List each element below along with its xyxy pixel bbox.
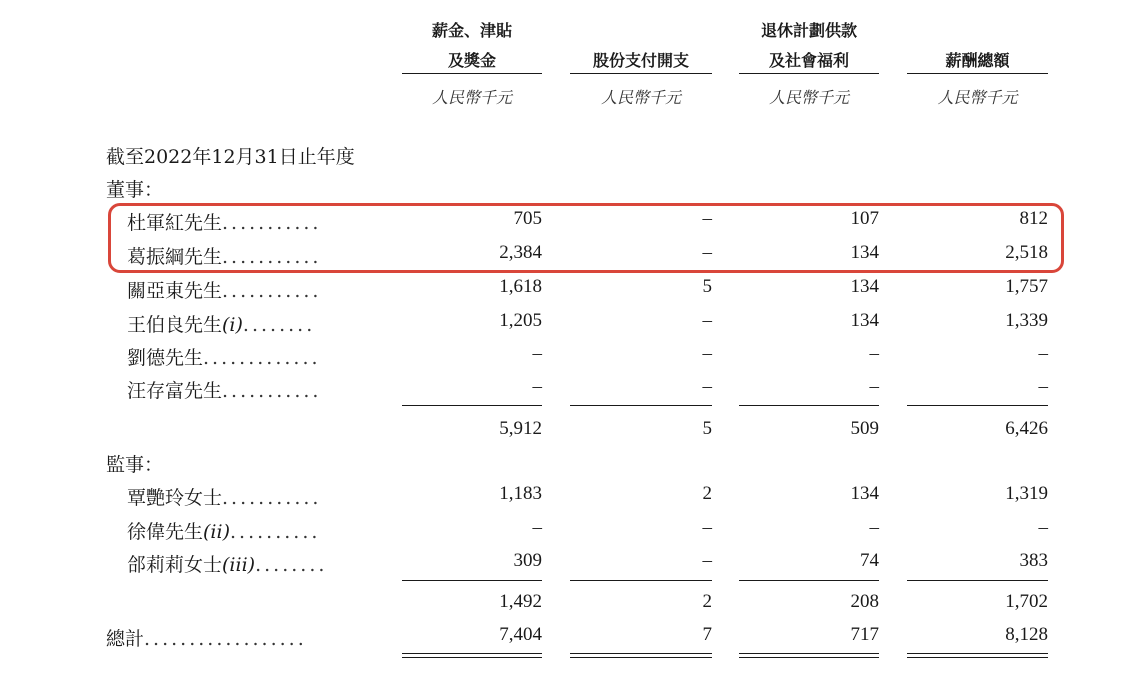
header-rule-2 — [570, 73, 712, 74]
cell-retirement: 134 — [850, 310, 879, 331]
col-header-total-remuneration-line2: 薪酬總額 — [945, 51, 1010, 70]
cell-share-payment: – — [702, 376, 712, 397]
col-header-total-remuneration — [907, 16, 1048, 76]
col-header-share-payment — [570, 16, 712, 76]
row-name: 葛振綱先生 — [127, 246, 223, 268]
row-label — [127, 483, 321, 510]
cell-salary: 705 — [513, 208, 542, 229]
cell-retirement: 208 — [850, 591, 879, 612]
dot-leaders: ........... — [222, 487, 322, 509]
col-header-retirement-line2: 及社會福利 — [768, 51, 849, 70]
cell-share-payment: 7 — [702, 624, 712, 645]
cell-salary: 1,492 — [499, 591, 542, 612]
cell-share-payment: 2 — [702, 483, 712, 504]
row-label — [127, 242, 321, 269]
cell-share-payment: 5 — [702, 418, 712, 439]
col-header-total-remuneration-line1 — [907, 16, 1048, 46]
row-name: 汪存富先生 — [127, 380, 223, 402]
note-marker: (iii) — [222, 554, 256, 576]
dot-leaders: ........... — [222, 212, 322, 234]
col-header-share-payment-line1 — [570, 16, 712, 46]
row-label — [127, 517, 320, 544]
header-rule-4 — [907, 73, 1048, 74]
total-double-rule — [402, 653, 542, 658]
cell-total: 1,757 — [1005, 276, 1048, 297]
total-double-rule — [570, 653, 712, 658]
subtotal-rule — [570, 405, 712, 406]
cell-salary: 2,384 — [499, 242, 542, 263]
unit-label-3: 人民幣千元 — [768, 88, 849, 107]
col-header-salary-line2: 及獎金 — [447, 51, 496, 70]
period-label: 截至2022年12月31日止年度 — [106, 146, 355, 168]
row-name: 關亞東先生 — [127, 280, 223, 302]
unit-label-1: 人民幣千元 — [431, 88, 512, 107]
subtotal-rule — [402, 405, 542, 406]
cell-retirement: 134 — [850, 276, 879, 297]
row-label — [127, 310, 315, 337]
row-label — [127, 550, 327, 577]
row-label — [127, 376, 321, 403]
row-name: 杜軍紅先生 — [127, 212, 223, 234]
cell-share-payment: – — [702, 343, 712, 364]
cell-salary: 5,912 — [499, 418, 542, 439]
dot-leaders: ........ — [242, 314, 316, 336]
cell-salary: 1,183 — [499, 483, 542, 504]
row-label — [127, 208, 321, 235]
header-rule-1 — [402, 73, 542, 74]
row-label — [127, 343, 321, 370]
cell-retirement: 74 — [860, 550, 879, 571]
unit-label-4: 人民幣千元 — [937, 88, 1018, 107]
cell-total: 812 — [1019, 208, 1048, 229]
cell-total: – — [1038, 376, 1048, 397]
cell-share-payment: – — [702, 517, 712, 538]
header-rule-3 — [739, 73, 879, 74]
col-header-salary-line1: 薪金、津貼 — [431, 21, 512, 40]
total-label — [106, 624, 307, 651]
subtotal-rule — [739, 580, 879, 581]
cell-salary: 1,618 — [499, 276, 542, 297]
dot-leaders: .......... — [230, 521, 321, 543]
cell-retirement: 134 — [850, 483, 879, 504]
total-double-rule — [907, 653, 1048, 658]
cell-total: 1,319 — [1005, 483, 1048, 504]
subtotal-rule — [739, 405, 879, 406]
cell-retirement: – — [869, 343, 879, 364]
col-header-retirement-line1: 退休計劃供款 — [760, 21, 857, 40]
cell-total: 383 — [1019, 550, 1048, 571]
cell-salary: – — [532, 343, 542, 364]
cell-retirement: – — [869, 376, 879, 397]
note-marker: (i) — [222, 314, 243, 336]
cell-salary: 309 — [513, 550, 542, 571]
cell-retirement: 107 — [850, 208, 879, 229]
col-header-retirement — [739, 16, 879, 76]
subtotal-rule — [570, 580, 712, 581]
dot-leaders: .................. — [144, 628, 307, 650]
cell-salary: – — [532, 517, 542, 538]
cell-total: – — [1038, 517, 1048, 538]
cell-share-payment: 5 — [702, 276, 712, 297]
cell-retirement: 509 — [850, 418, 879, 439]
dot-leaders: ............. — [203, 347, 321, 369]
row-name: 郃莉莉女士(iii) — [127, 554, 256, 576]
unit-label-2: 人民幣千元 — [600, 88, 681, 107]
dot-leaders: ........ — [255, 554, 328, 576]
dot-leaders: ........... — [222, 280, 322, 302]
cell-total: 1,702 — [1005, 591, 1048, 612]
row-name: 徐偉先生(ii) — [127, 521, 230, 543]
cell-total: 8,128 — [1005, 624, 1048, 645]
subtotal-rule — [907, 405, 1048, 406]
section-heading-directors: 董事： — [106, 179, 164, 201]
cell-share-payment: – — [702, 242, 712, 263]
cell-share-payment: – — [702, 310, 712, 331]
total-name: 總計 — [106, 628, 145, 650]
row-label — [127, 276, 321, 303]
cell-retirement: 717 — [850, 624, 879, 645]
dot-leaders: ........... — [222, 246, 322, 268]
cell-total: – — [1038, 343, 1048, 364]
cell-salary: – — [532, 376, 542, 397]
cell-retirement: – — [869, 517, 879, 538]
row-name: 王伯良先生(i) — [127, 314, 243, 336]
cell-total: 6,426 — [1005, 418, 1048, 439]
col-header-salary — [402, 16, 542, 76]
cell-total: 2,518 — [1005, 242, 1048, 263]
subtotal-rule — [402, 580, 542, 581]
row-name: 覃艷玲女士 — [127, 487, 223, 509]
total-double-rule — [739, 653, 879, 658]
cell-salary: 1,205 — [499, 310, 542, 331]
cell-share-payment: 2 — [702, 591, 712, 612]
cell-total: 1,339 — [1005, 310, 1048, 331]
cell-share-payment: – — [702, 550, 712, 571]
note-marker: (ii) — [203, 521, 230, 543]
subtotal-rule — [907, 580, 1048, 581]
cell-retirement: 134 — [850, 242, 879, 263]
cell-share-payment: – — [702, 208, 712, 229]
cell-salary: 7,404 — [499, 624, 542, 645]
section-heading-supervisors: 監事： — [106, 454, 164, 476]
row-name: 劉德先生 — [127, 347, 204, 369]
dot-leaders: ........... — [222, 380, 322, 402]
col-header-share-payment-line2: 股份支付開支 — [592, 51, 689, 70]
